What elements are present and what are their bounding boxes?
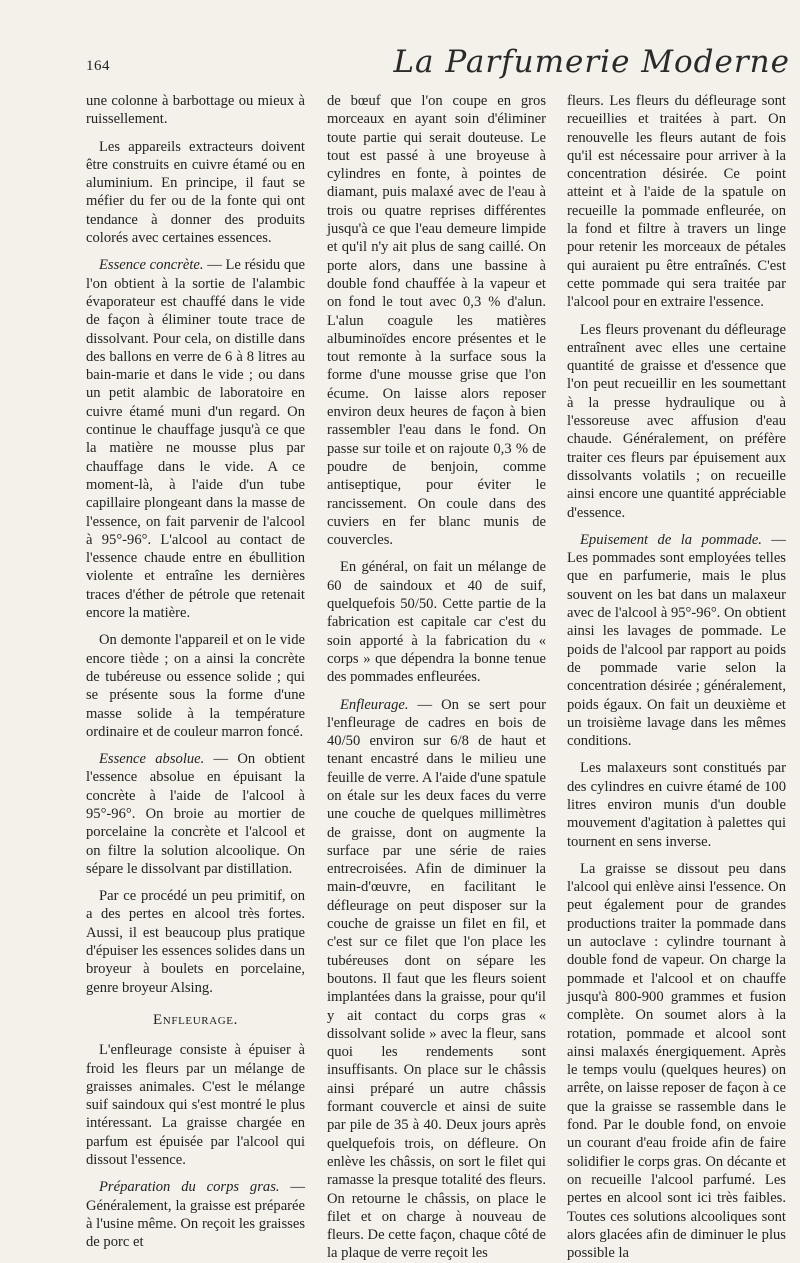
column-1 (86, 92, 305, 1252)
paragraph: La graisse se dissout peu dans l'alcool qui enlève ainsi l'essence. On peut également pour de grandes productions traiter la pommade dans un autoclave : cylindre tournant à double fond de vapeur. On charge la pommade et l'alcool et on chauffe jusqu'à 800-900 grammes et fusion complète. On soumet alors à la rotation, pommade et alcool sont ainsi malaxés énergiquement. Après le temps voulu (quelques heures) on arrête, on laisse reposer de façon à ce que la graisse se rassemble dans le fond. Par le double fond, on envoie un courant d'eau froide afin de faire solidifier le corps gras. On décante et on recueille l'alcool parfumé. Les pertes en alcool sont ici très faibles. Toutes ces solutions alcooliques sont alors glacées afin de diminuer le plus possible la (567, 860, 786, 1262)
paragraph: une colonne à barbottage ou mieux à ruissellement. (86, 93, 305, 128)
paragraph-lead: Enfleurage. (340, 696, 409, 713)
paragraph: fleurs. Les fleurs du défleurage sont recueillies et traitées à part. On renouvelle les fleurs autant de fois qu'il est nécessaire pour arriver à la concentration désirée. Ce point atteint et à l'aide de la spatule on recueille la pommade enfleurée, on la fond et filtre à travers un linge pour retenir les morceaux de pétales qui auraient pu être entraînés. C'est cette pommade qui sera traitée par l'alcool pour en extraire l'essence. (567, 93, 786, 311)
paragraph (86, 1178, 305, 1251)
paragraph-body: — On obtient l'essence absolue en épuisant la concrète à l'aide de l'alcool à 95°-96°. On broie au mortier de porcelaine la concrète et l'alcool et on filtre la solution alcoolique. On sépare le dissolvant par distillation. (86, 751, 305, 877)
paragraph-body: — On se sert pour l'enfleurage de cadres en bois de 40/50 environ sur 6/8 de haut et tenant encastré dans le milieu une feuille de verre. A l'aide d'une spatule on étale sur les deux faces du verre une couche de quelques millimètres de graisse, dont on augmente la surface par une série de raies entrecroisées. Afin de diminuer la main-d'œuvre, en facilitant le défleurage on peut disposer sur la couche de graisse un filet en fil, et c'est sur ce filet que l'on place les tubéreuses dont on sépare les boutons. Il faut que les fleurs soient implantées dans la graisse, pour qu'il y ait contact du corps gras « dissolvant solide » avec la fleur, sans quoi les rendements sont insuffisants. On place sur le châssis ainsi préparé un autre châssis formant couvercle et ainsi de suite par pile de 35 à 40. Deux jours après quelquefois trois, on défleure. On enlève les châssis, on sort le filet qui ramasse la presque totalité des fleurs. On retourne le châssis, on place le filet et on charge à nouveau de fleurs. De cette façon, chaque côté de la plaque de verre reçoit les (327, 696, 546, 1262)
paragraph: Les appareils extracteurs doivent être construits en cuivre étamé ou en aluminium. En principe, il faut se méfier du fer ou de la fonte qui ont tendance à donner des produits colorés avec certaines essences. (86, 138, 305, 247)
paragraph: de bœuf que l'on coupe en gros morceaux en ayant soin d'éliminer toute partie qui serait douteuse. Le tout est passé à une broyeuse à cylindres en fonte, à pointes de diamant, puis malaxé avec de l'eau à trois ou quatre reprises différentes jusqu'à ce que l'eau demeure limpide et qu'il n'y ait plus de sang caillé. On porte alors, dans une bassine à double fond chauffée à la vapeur et on fond le tout avec 0,3 % d'alun. L'alun coagule les matières albuminoïdes encore présentes et le tout remonte à la surface sous la forme d'une mousse grise que l'on écume. On laisse alors reposer environ deux heures de façon à bien rassembler l'eau dans le fond. On passe sur toile et on rajoute 0,3 % de poudre de benjoin, comme antiseptique, pour éviter le rancissement. On coule dans des cuviers en fer blanc munis de couvercles. (327, 93, 546, 549)
paragraph-lead: Préparation du corps gras. (99, 1179, 280, 1196)
paragraph (327, 696, 546, 1263)
paragraph-body: — Le résidu que l'on obtient à la sortie de l'alambic évaporateur est chauffé dans le vide de façon à éliminer toute trace de dissolvant. Pour cela, on distille dans des ballons en verre de 6 à 8 litres au bain-marie et dans le vide ; ou dans un petit alambic de laboratoire en cuivre étamé muni d'un regard. On continue le chauffage jusqu'à ce que la matière ne mousse plus par chauffage dans le vide. A ce moment-là, à l'aide d'un tube capillaire plongeant dans la masse de l'essence, on fait parvenir de l'alcool à 95°-96°. L'alcool au contact de l'essence chaude entre en ébullition violente et entraîne les dernières traces d'éther de pétrole que retenait encore la matière. (86, 257, 305, 622)
paragraph: On demonte l'appareil et on le vide encore tiède ; on a ainsi la concrète de tubéreuse ou essence solide ; qui se présente sous la forme d'une masse solide à la température ordinaire et de couleur marron foncé. (86, 632, 305, 740)
page-number: 164 (86, 58, 110, 74)
paragraph: Par ce procédé un peu primitif, on a des pertes en alcool très fortes. Aussi, il est beaucoup plus pratique d'épuiser les essences solides dans un broyeur à boulets en porcelaine, genre broyeur Alsing. (86, 888, 305, 996)
paragraph-lead: Essence concrète. (99, 257, 204, 274)
paragraph-body: — Généralement, la graisse est préparée à l'usine même. On reçoit les graisses de porc et (86, 1179, 305, 1251)
paragraph-lead: Essence absolue. (99, 751, 205, 768)
paragraph (86, 256, 305, 622)
paragraph-body: — Les pommades sont employées telles que en parfumerie, mais le plus souvent on les bat dans un malaxeur avec de l'alcool à 95°-96°. On obtient ainsi les lavages de pommade. Le poids de l'alcool par rapport au poids de pommade varie selon la concentration désirée ; généralement, poids égaux. On fait un deuxième et un troisième lavage dans les mêmes conditions. (567, 531, 786, 750)
paragraph: Les malaxeurs sont constitués par des cylindres en cuivre étamé de 100 litres environ munis d'un double mouvement d'agitation à palettes qui tournent en sens inverse. (567, 760, 786, 850)
paragraph: En général, on fait un mélange de 60 de saindoux et 40 de suif, quelquefois 50/50. Cette partie de la fabrication est capitale car c'est du soin apporté à la fabrication du « corps » que dépendra la bonne tenue des pommades enfleurées. (327, 559, 546, 686)
paragraph: Les fleurs provenant du défleurage entraînent avec elles une certaine quantité de graisse et d'essence que l'on peut recueillir en les soumettant à la presse hydraulique ou à l'essoreuse avec affusion d'eau chaude. Généralement, on préfère traiter ces fleurs par épuisement aux dissolvants volatils ; on recueille ainsi encore une quantité appréciable d'essence. (567, 321, 786, 521)
paragraph (86, 750, 305, 878)
paragraph: L'enfleurage consiste à épuiser à froid les fleurs par un mélange de graisses animales. C'est le mélange suif saindoux qui s'est montré le plus intéressant. La graisse chargée en parfum est épuisée par l'alcool qui dissout l'essence. (86, 1042, 305, 1169)
page-header (86, 44, 790, 84)
article-body (86, 92, 786, 1262)
column-3 (567, 92, 786, 1262)
paragraph-lead: Epuisement de la pommade. (580, 531, 762, 548)
column-2 (327, 92, 546, 1263)
section-heading: Enfleurage. (153, 1011, 238, 1028)
paragraph (567, 531, 786, 751)
journal-title: La Parfumerie Moderne (393, 44, 790, 80)
